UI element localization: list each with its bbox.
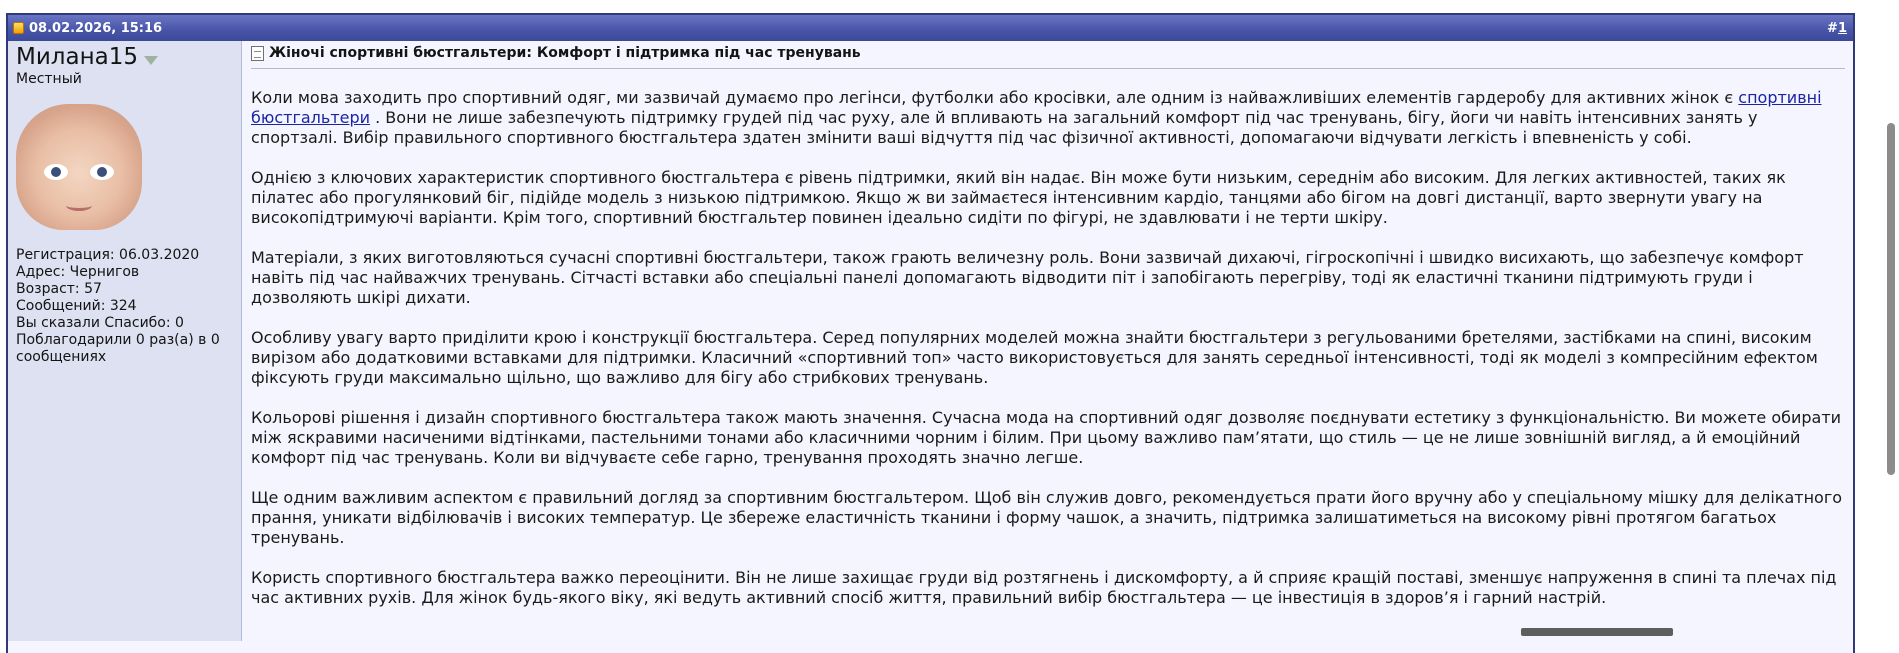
paragraph-4: Особливу увагу варто приділити крою і конструкції бюстгальтера. Серед популярних моделей можна знайти бюстгальтери з регульованими бретелями, застібками на спині, високим вирізом або додатковими вставками для підтримки. Класичний «спортивний топ» часто використовується для занять середньої інтенсивності, тоді як моделі з компресійним ефектом фіксують груди максимально щільно, що важливо для бігу або стрибкових тренувань.: [251, 328, 1818, 387]
paragraph-1: [251, 88, 1845, 148]
paragraph-6: Ще одним важливим аспектом є правильний догляд за спортивним бюстгальтером. Щоб він служив довго, рекомендується прати його вручну або у спеціальному мішку для делікатного прання, уникати відбілювачів і високих температур. Це збереже еластичність тканини і форму чашок, а значить, підтримка залишатиметься на високому рівні протягом багатьох тренувань.: [251, 488, 1843, 547]
paragraph-7: Користь спортивного бюстгальтера важко переоцінити. Він не лише захищає груди від розтягнень і дискомфорту, а й сприяє кращій поставі, зменшує напруження в спині та плечах під час активних рухів. Для жінок будь-якого віку, які ведуть активний спосіб життя, правильний вибір бюстгальтера — це інвестиція в здоров’я і гарний настрій.: [251, 568, 1837, 607]
post-title: Жіночі спортивні бюстгальтери: Комфорт і підтримка під час тренувань: [269, 45, 861, 61]
username-link[interactable]: Милана15: [16, 44, 138, 70]
stat-posts: Сообщений: 324: [16, 298, 137, 314]
post-title-row: [251, 45, 1845, 69]
post-number[interactable]: 1: [1837, 20, 1847, 36]
paragraph-3: Матеріали, з яких виготовляються сучасні спортивні бюстгальтери, також грають величезну роль. Вони зазвичай дихаючі, гігроскопічні і швидко висихають, що забезпечує комфорт навіть під час найважчих тренувань. Сітчасті вставки або спеціальні панелі допомагають відводити піт і запобігають перегріву, тоді як еластичні тканини підтримують груди і дозволяють шкірі дихати.: [251, 248, 1804, 307]
post-header: [8, 15, 1853, 41]
sports-bras-link[interactable]: спортивні бюстгальтери: [251, 88, 1822, 127]
paragraph-2: Однією з ключових характеристик спортивного бюстгальтера є рівень підтримки, який він надає. Він може бути низьким, середнім або високим. Для легких активностей, таких як пілатес або прогулянковий біг, підійде модель з низькою підтримкою. Якщо ж ви займаєтеся інтенсивним кардіо, танцями або бігом на довгі дистанції, варто звернути увагу на високопідтримуючі варіанти. Крім того, спортивний бюстгальтер повинен ідеально сидіти по фігурі, не здавлювати і не терти шкіру.: [251, 168, 1786, 227]
stat-registration: Регистрация: 06.03.2020: [16, 247, 200, 263]
post-content: [242, 41, 1853, 641]
paragraph-1-end: . Вони не лише забезпечують підтримку грудей під час руху, але й впливають на загальний комфорт під час тренувань, бігу, йоги чи навіть інтенсивних занять у спортзалі. Вибір правильного спортивного бюстгальтера здатен змінити ваші відчуття під час фізичної активності, допомагаючи відчувати легкість і впевненість у собі.: [251, 108, 1758, 147]
post-number-link[interactable]: [1827, 21, 1847, 36]
stat-thanks-received: Поблагодарили 0 раз(а) в 0 сообщениях: [16, 332, 220, 365]
page-scrollbar[interactable]: [1883, 0, 1899, 636]
stat-age: Возраст: 57: [16, 281, 102, 297]
stat-thanks-given: Вы сказали Спасибо: 0: [16, 315, 184, 331]
user-title: Местный: [16, 71, 82, 87]
username-row: [16, 44, 233, 70]
paragraph-1-start: Коли мова заходить про спортивний одяг, ми зазвичай думаємо про легінси, футболки або кросівки, але одним із найважливіших елементів гардеробу для активних жінок є: [251, 88, 1739, 107]
post-body: [8, 41, 1853, 641]
stat-address: Адрес: Чернигов: [16, 264, 140, 280]
scrollbar-thumb[interactable]: [1887, 123, 1895, 475]
post-date: 08.02.2026, 15:16: [29, 20, 163, 36]
avatar-eye-left: [44, 164, 68, 180]
online-status-icon[interactable]: [144, 56, 158, 65]
avatar-mouth: [66, 200, 92, 211]
floating-overlay-bar[interactable]: [1521, 628, 1673, 636]
avatar-eye-right: [90, 164, 114, 180]
post-document-icon: [251, 46, 264, 61]
paragraph-5: Кольорові рішення і дизайн спортивного бюстгальтера також мають значення. Сучасна мода на спортивний одяг дозволяє поєднувати естетику з функціональністю. Ви можете обирати між яскравими насиченими відтінками, пастельними тонами або класичними чорним і білим. При цьому важливо пам’ятати, що стиль — це не лише зовнішній вигляд, а й емоційний комфорт під час тренувань. Коли ви відчуваєте себе гарно, тренування проходять значно легше.: [251, 408, 1842, 467]
post-text: [251, 88, 1845, 608]
user-stats: [16, 247, 233, 366]
post-date-wrap: [13, 21, 162, 36]
forum-post: [6, 13, 1855, 653]
user-info-panel: [8, 41, 242, 641]
post-number-prefix: #: [1827, 20, 1838, 36]
post-status-icon: [13, 22, 24, 34]
avatar[interactable]: [16, 104, 142, 230]
